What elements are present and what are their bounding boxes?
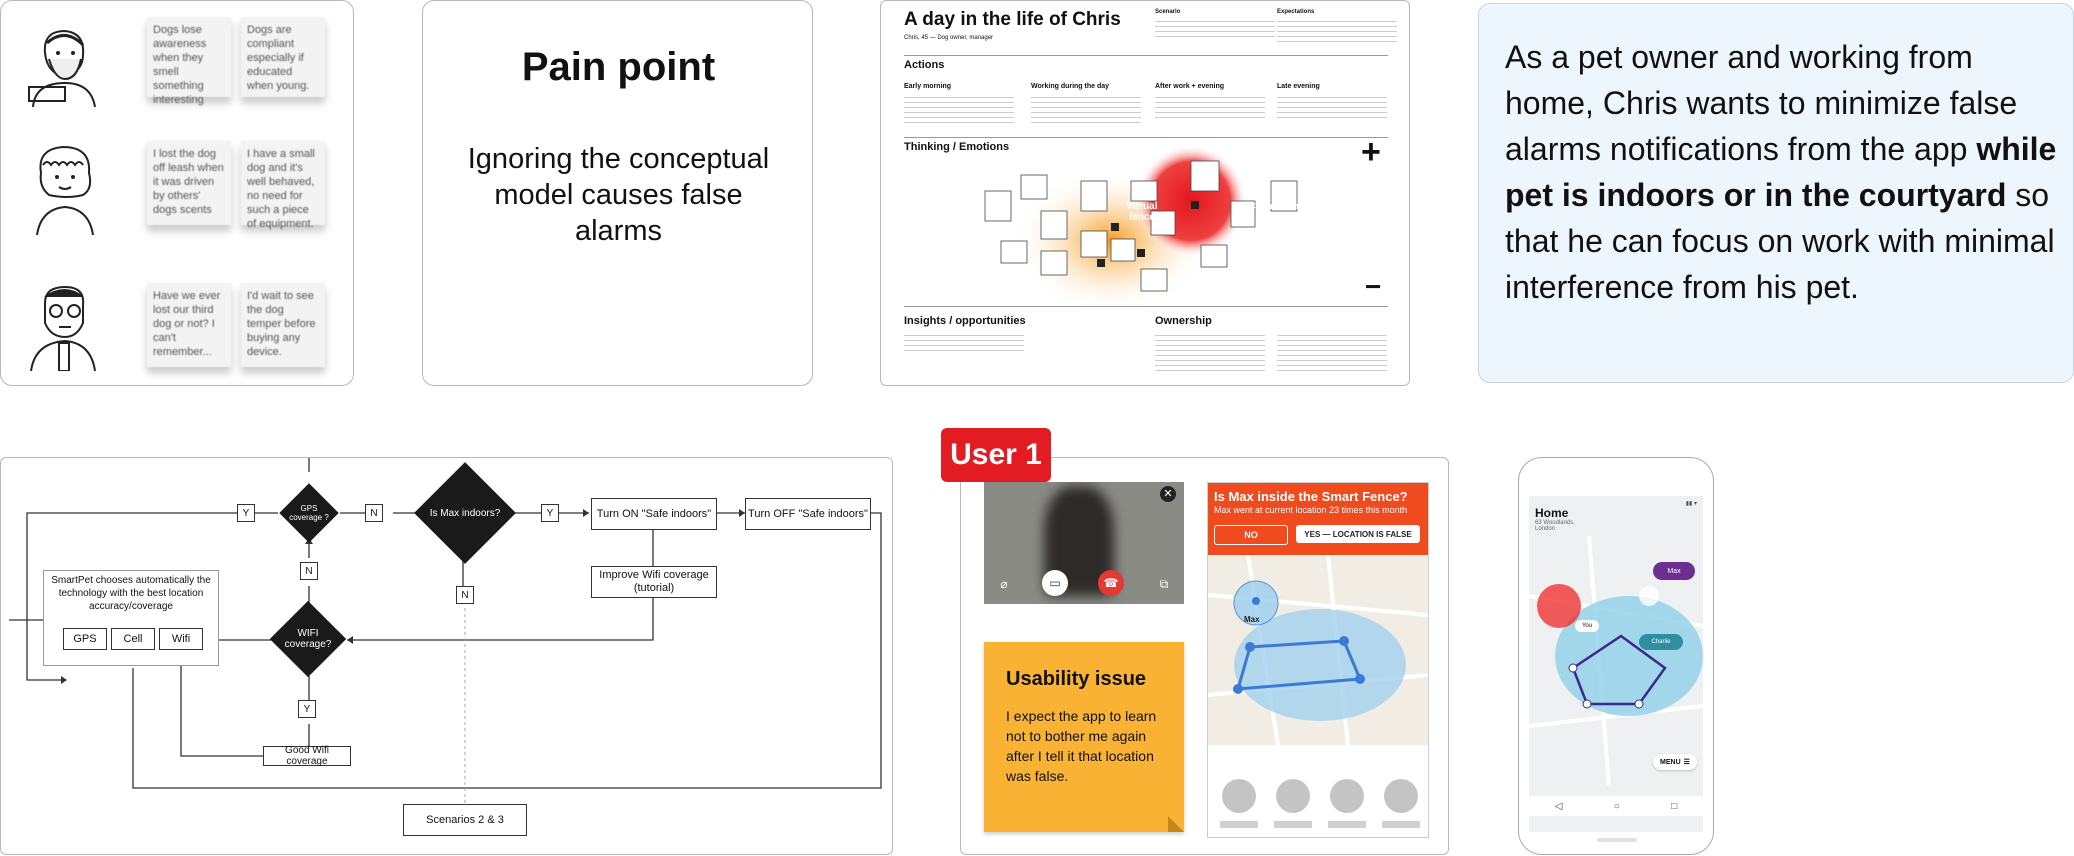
day-in-life-title: A day in the life of Chris <box>904 9 1121 30</box>
personas-card <box>0 0 354 386</box>
pain-point-title: Pain point <box>521 45 716 89</box>
hang-up-icon[interactable]: ☎ <box>1098 570 1124 596</box>
gps-coverage-label: GPS coverage ? <box>289 504 329 522</box>
charlie-pill <box>1639 634 1683 650</box>
smartpet-text: SmartPet chooses automatically the technology with the best location accuracy/coverage <box>51 575 211 612</box>
you-label: You <box>1581 623 1593 629</box>
persona-3-note-2: I'd wait to see the dog temper before buying any device. <box>241 283 325 367</box>
label-placeholder <box>1382 821 1420 828</box>
android-nav-bar <box>1529 796 1703 816</box>
persona-1-note-1: Dogs lose awareness when they smell something interesting <box>147 17 231 97</box>
connection-signal-label: Connection & signal <box>1249 201 1299 221</box>
user-story-text <box>1505 34 2057 310</box>
avatar-placeholder <box>1384 779 1418 813</box>
scenario-text-block <box>1155 17 1275 39</box>
wifi-coverage-label: WIFI coverage? <box>284 628 332 650</box>
camera-icon[interactable]: ▭ <box>1042 570 1068 596</box>
day-in-life-card <box>880 0 1410 386</box>
usability-card <box>950 438 1449 855</box>
turn-on-safe-indoors-box: Turn ON "Safe indoors" <box>591 498 717 530</box>
user-tag: User 1 <box>941 428 1051 482</box>
good-wifi-box: Good Wifi coverage <box>263 746 351 766</box>
persona-2-note-2: I have a small dog and it's well behaved, no need for such a piece of equipment. <box>241 141 325 225</box>
pain-point-body: Ignoring the conceptual model causes false alarms <box>467 143 770 247</box>
plus-label: + <box>1361 133 1381 171</box>
actions-label: Actions <box>904 59 945 71</box>
home-icon[interactable]: ○ <box>1613 800 1620 812</box>
flow-yes-indoors: Y <box>541 504 559 522</box>
home-title: Home <box>1535 506 1569 520</box>
video-call-panel <box>984 482 1184 604</box>
phone-speaker <box>1597 838 1637 842</box>
insights-text-block <box>904 331 1024 353</box>
column-early-morning: Early morning <box>904 83 952 90</box>
user-story-part1: As a pet owner and working from home, Chris wants to minimize false alarms notifications from the app <box>1505 39 2018 167</box>
max-pill-label: Max <box>1667 567 1681 575</box>
yes-location-false-button[interactable]: YES — LOCATION IS FALSE <box>1296 525 1420 543</box>
virtual-fence-label: Virtual fence <box>1126 201 1158 223</box>
tech-wifi-chip: Wifi <box>159 628 203 650</box>
avatar-placeholder <box>1222 779 1256 813</box>
no-button[interactable]: NO <box>1214 525 1288 545</box>
label-placeholder <box>1328 821 1366 828</box>
persona-curly-hair-woman-icon <box>27 143 103 235</box>
max-pill <box>1653 562 1695 580</box>
user-story-card <box>1478 3 2074 383</box>
persona-bearded-man-icon <box>25 23 101 107</box>
flow-yes-wifi: Y <box>298 700 316 718</box>
actions-text-block <box>1277 93 1387 119</box>
you-marker <box>1575 620 1599 632</box>
phone-screen <box>1529 496 1703 832</box>
tech-cell-chip: Cell <box>111 628 155 650</box>
avatar-placeholder <box>1330 779 1364 813</box>
divider <box>904 55 1388 56</box>
turn-off-safe-indoors-box: Turn OFF "Safe indoors" <box>745 498 871 530</box>
minus-label: − <box>1365 271 1382 302</box>
recents-icon[interactable]: □ <box>1671 800 1678 812</box>
usability-body: I expect the app to learn not to bother me again after I tell it that location was false. <box>1006 708 1157 784</box>
flowchart-card <box>0 457 893 855</box>
avatar-placeholder <box>1276 779 1310 813</box>
status-icons: ▮▮ ▾ <box>1685 501 1697 507</box>
actions-text-block <box>1155 93 1265 119</box>
divider <box>904 137 1388 138</box>
sticky-fold <box>1168 816 1184 832</box>
alert-title: Is Max inside the Smart Fence? <box>1214 489 1408 504</box>
improve-wifi-box: Improve Wifi coverage (tutorial) <box>591 566 717 598</box>
flow-no-gps: N <box>365 504 383 522</box>
column-working-day: Working during the day <box>1031 83 1110 90</box>
menu-label: MENU <box>1660 758 1681 766</box>
day-in-life-subtitle: Chris, 45 — Dog owner, manager <box>904 35 994 41</box>
pain-point-card <box>422 0 813 386</box>
usability-sticky <box>984 642 1184 832</box>
map-max-label: Max <box>1244 615 1260 624</box>
home-address: 63 Woodlands, London <box>1535 520 1575 532</box>
tech-gps-chip: GPS <box>63 628 107 650</box>
ownership-text-block <box>1277 331 1387 375</box>
label-placeholder <box>1220 821 1258 828</box>
back-icon[interactable]: ◁ <box>1554 800 1563 812</box>
map-view <box>1208 555 1428 745</box>
menu-icon: ☰ <box>1683 759 1690 766</box>
divider <box>904 306 1388 307</box>
scenario-label: Scenario <box>1155 9 1181 15</box>
flow-yes-gps: Y <box>237 504 255 522</box>
alert-header <box>1208 483 1428 555</box>
flow-no-indoors: N <box>456 586 474 604</box>
actions-text-block <box>904 93 1014 127</box>
alert-subtitle: Max went at current location 23 times this month <box>1214 505 1408 515</box>
column-after-work: After work + evening <box>1155 83 1225 90</box>
persona-glasses-man-icon <box>25 283 101 371</box>
actions-text-block <box>1031 93 1141 127</box>
ownership-label: Ownership <box>1155 315 1212 327</box>
user-story-part2: so that he can focus on work with minimal interference from his pet. <box>1505 177 2055 305</box>
close-icon[interactable]: ✕ <box>1160 486 1176 502</box>
phone-mockup <box>1518 457 1714 855</box>
charlie-label: Charlie <box>1651 639 1671 645</box>
emotion-map-graphic <box>981 141 1311 309</box>
insights-label: Insights / opportunities <box>904 315 1026 327</box>
persona-2-note-1: I lost the dog off leash when it was driven by others' dogs scents <box>147 141 231 225</box>
flow-no-gps-below: N <box>300 562 318 580</box>
mute-mic-icon[interactable]: ⌀ <box>1000 577 1008 591</box>
column-late-evening: Late evening <box>1277 83 1320 90</box>
menu-button[interactable] <box>1653 754 1697 770</box>
scenarios-box: Scenarios 2 & 3 <box>403 804 527 836</box>
usability-title: Usability issue <box>1006 668 1147 690</box>
expectations-text-block <box>1277 17 1397 43</box>
label-placeholder <box>1274 821 1312 828</box>
user-story-bold: while pet is indoors or in the courtyard <box>1505 131 2057 213</box>
persona-3-note-1: Have we ever lost our third dog or not? I can't remember... <box>147 283 231 367</box>
ownership-text-block <box>1155 331 1265 375</box>
persona-1-note-2: Dogs are compliant especially if educated when young. <box>241 17 325 97</box>
app-screen <box>1207 482 1429 838</box>
thinking-label: Thinking / Emotions <box>904 141 1010 153</box>
is-max-indoors-label: Is Max indoors? <box>429 507 501 519</box>
switch-screen-icon[interactable]: ⧉ <box>1159 577 1169 591</box>
expectations-label: Expectations <box>1277 9 1315 15</box>
